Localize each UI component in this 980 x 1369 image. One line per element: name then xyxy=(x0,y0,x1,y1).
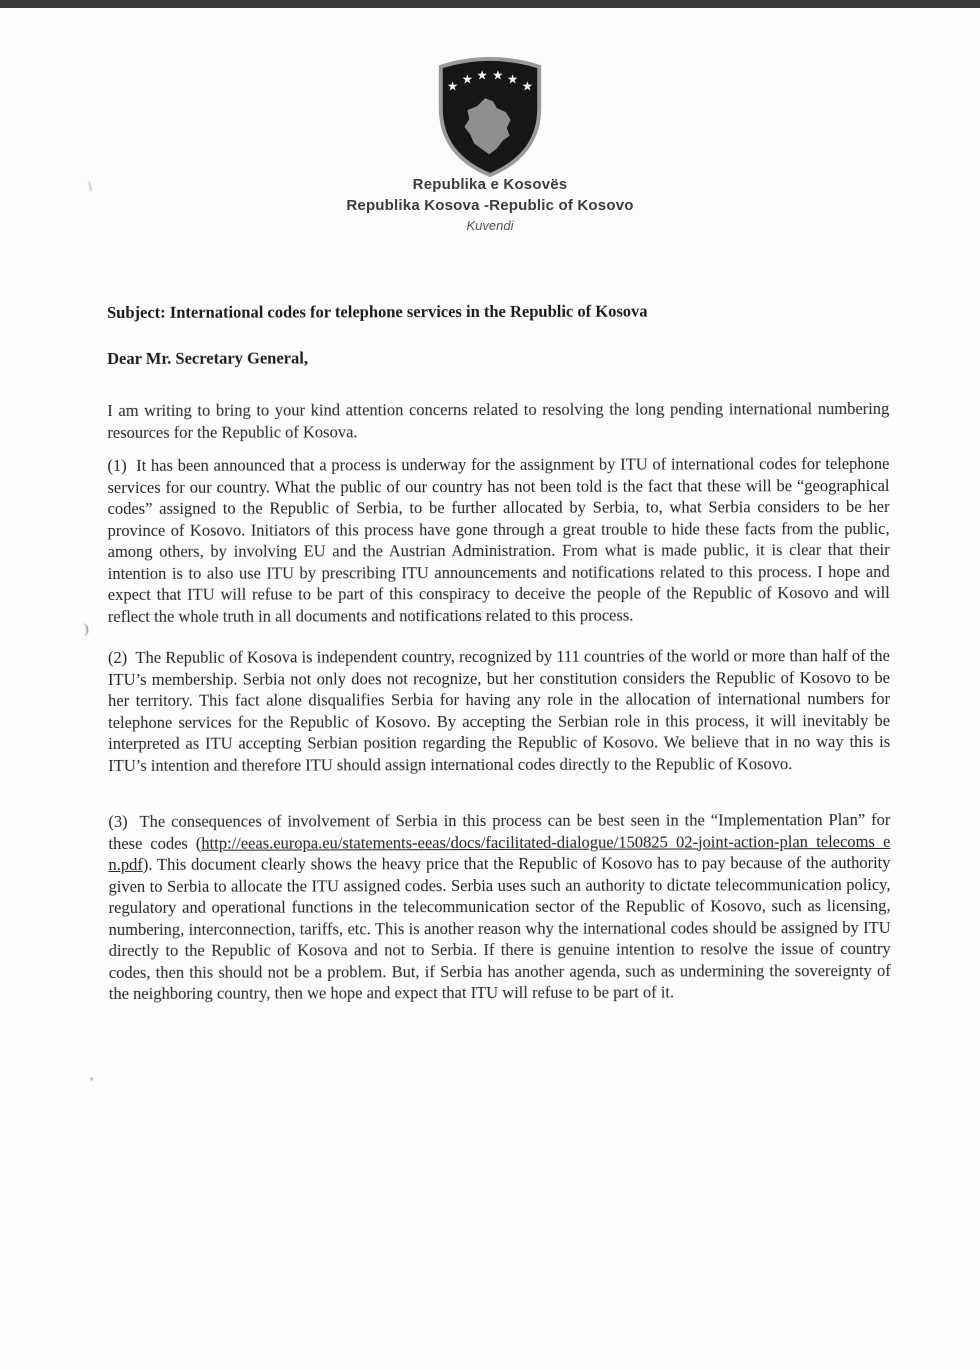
paragraph-2: (2) The Republic of Kosova is independent country, recognized by 111 countries of the world or more than half of the ITU’s membership. Serbia not only does not recognize, but her constitution considers the Republic of Kosovo to be her territory. This fact alone disqualifies Serbia for having any role in the allocation of international numbers for telephone services for the Republic of Kosovo. By accepting the Serbian role in this process, it will inevitably be interpreted as ITU accepting Serbian position regarding the Republic of Kosovo. We believe that in no way this is ITU’s intention and therefore ITU should assign international codes directly to the Republic of Kosovo. xyxy=(107,645,891,775)
paragraph-1: (1) It has been announced that a process is underway for the assignment by ITU of international codes for telephone services for our country. What the public of our country has not been told is the fact that these will be “geographical codes” assigned to the Republic of Serbia, to be further allocated by Serbia, to, what Serbia considers to be her province of Kosovo. Initiators of this process have gone through a great trouble to hide these facts from the public, among others, by involving EU and the Austrian Administration. From what is made public, it is clear that their intention is to also use ITU by prescribing ITU announcements and notifications related to this process. I hope and expect that ITU will refuse to be part of this conspiracy to deceive the people of the Republic of Kosovo and will reflect the whole truth in all documents and notifications related to this process. xyxy=(107,453,890,626)
scan-artifact: , xyxy=(90,1068,94,1083)
subject-line: Subject: International codes for telephone services in the Republic of Kosova xyxy=(107,301,648,322)
svg-text:★: ★ xyxy=(492,68,504,84)
svg-text:★: ★ xyxy=(446,79,459,95)
letterhead-line-bilingual: Republika Kosova -Republic of Kosovo xyxy=(346,197,634,214)
svg-text:★: ★ xyxy=(461,72,474,88)
implementation-plan-url: http://eeas.europa.eu/statements-eeas/docs/facilitated-dialogue/150825_02-joint-action-plan_telecoms_en.pdf xyxy=(108,831,891,874)
intro-paragraph: I am writing to bring to your kind attention concerns related to resolving the long pending international numbering resources for the Republic of Kosova. xyxy=(107,398,890,442)
scan-artifact: \ xyxy=(87,179,93,196)
paragraph-3 xyxy=(108,809,891,1005)
svg-text:★: ★ xyxy=(506,72,519,88)
svg-text:★: ★ xyxy=(521,79,534,95)
scan-top-bar xyxy=(0,0,980,8)
paragraph-3-text-after-url: ). This document clearly shows the heavy price that the Republic of Kosovo has to pay because of the authority given to Serbia to allocate the ITU assigned codes. Serbia uses such an authority to dictate telecommunication policy, regulatory and operational functions in the telecommunication sector of the Republic of Kosovo, such as licensing, numbering, interconnection, tariffs, etc. This is another reason why the international codes should be assigned by ITU directly to the Republic of Kosova and not to Serbia. If there is genuine intention to resolve the issue of country codes, then this should not be a problem. But, if Serbia has another agenda, such as undermining the sovereignty of the neighboring country, then we hope and expect that ITU will refuse to be part of it. xyxy=(108,852,891,1003)
salutation: Dear Mr. Secretary General, xyxy=(107,347,308,368)
letterhead-line-albanian: Republika e Kosovës xyxy=(412,176,568,193)
scan-artifact: ) xyxy=(83,621,90,638)
letterhead xyxy=(0,176,980,233)
paragraph-3-text-before-url: (3) The consequences of involvement of Serbia in this process can be best seen in the “Implementation Plan” for these codes ( xyxy=(108,809,891,853)
letterhead-line-kuvendi: Kuvendi xyxy=(466,218,514,233)
svg-text:★: ★ xyxy=(476,68,488,84)
coat-of-arms-svg xyxy=(431,55,549,179)
letter-body xyxy=(107,300,891,1005)
kosovo-coat-of-arms xyxy=(431,55,549,179)
